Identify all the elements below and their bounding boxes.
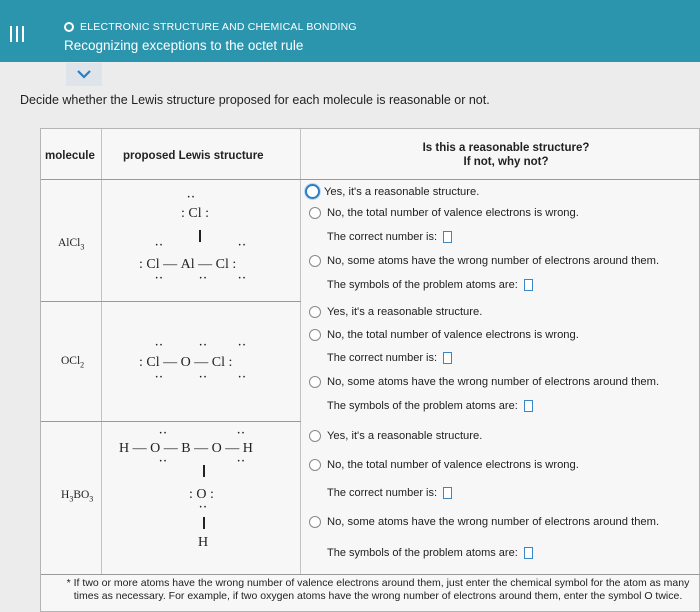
atom-o-bottom: O bbox=[196, 487, 207, 502]
option-atoms-wrong[interactable]: No, some atoms have the wrong number of electrons around them. bbox=[309, 516, 659, 528]
atom-al: Al bbox=[180, 257, 195, 272]
lewis-structure-alcl3: ·· : Cl : ·· ·· : Cl — Al — Cl : ·· ·· ·· bbox=[139, 192, 247, 284]
option-valence-wrong[interactable]: No, the total number of valence electrons is wrong. bbox=[309, 207, 579, 219]
correct-number-label: The correct number is: bbox=[327, 231, 452, 243]
correct-number-input[interactable] bbox=[443, 352, 452, 364]
atom-cl-left: Cl bbox=[146, 355, 160, 370]
instruction-text: Decide whether the Lewis structure proposed for each molecule is reasonable or not. bbox=[20, 93, 490, 107]
radio-button[interactable] bbox=[309, 207, 321, 219]
option-valence-wrong[interactable]: No, the total number of valence electrons is wrong. bbox=[309, 329, 579, 341]
topic-row bbox=[64, 20, 357, 34]
col-header-question-2: If not, why not? bbox=[463, 156, 549, 168]
col-header-molecule: molecule bbox=[45, 150, 95, 162]
row-divider bbox=[41, 179, 700, 180]
radio-button[interactable] bbox=[309, 306, 321, 318]
atom-cl-right: Cl bbox=[211, 355, 225, 370]
option-atoms-wrong[interactable]: No, some atoms have the wrong number of electrons around them. bbox=[309, 376, 659, 388]
option-atoms-wrong[interactable]: No, some atoms have the wrong number of electrons around them. bbox=[309, 255, 659, 267]
problem-atoms-input[interactable] bbox=[524, 279, 533, 291]
problem-atoms-label: The symbols of the problem atoms are: bbox=[327, 547, 533, 559]
correct-number-label: The correct number is: bbox=[327, 487, 452, 499]
correct-number-label: The correct number is: bbox=[327, 352, 452, 364]
atom-h-left: H bbox=[119, 441, 130, 456]
atom-cl-left: Cl bbox=[146, 257, 160, 272]
radio-button[interactable] bbox=[309, 376, 321, 388]
option-yes-reasonable[interactable]: Yes, it's a reasonable structure. bbox=[309, 430, 482, 442]
problem-atoms-label: The symbols of the problem atoms are: bbox=[327, 400, 533, 412]
question-table bbox=[40, 128, 700, 612]
footnote: * If two or more atoms have the wrong number of valence electrons around them, just enter the chemical symbol for the atom as many times as necessary. For example, if two oxygen atoms have the wrong number of electrons around them, enter the symbol O twice. bbox=[66, 577, 690, 602]
top-bar bbox=[0, 0, 700, 62]
page-title: Recognizing exceptions to the octet rule bbox=[64, 38, 304, 53]
expand-toggle[interactable] bbox=[66, 63, 102, 86]
row-divider bbox=[41, 421, 301, 422]
topic-circle-icon bbox=[64, 22, 74, 32]
lewis-structure-h3bo3: ·· ·· H — O — B — O — H ·· ·· : O : ·· H bbox=[119, 428, 253, 550]
col-header-lewis: proposed Lewis structure bbox=[123, 150, 264, 162]
atom-h-bottom: H bbox=[198, 535, 209, 550]
option-yes-reasonable[interactable]: Yes, it's a reasonable structure. bbox=[309, 306, 482, 318]
row-divider bbox=[41, 301, 301, 302]
atom-o: O bbox=[180, 355, 191, 370]
topic-label: ELECTRONIC STRUCTURE AND CHEMICAL BONDING bbox=[80, 21, 357, 33]
molecule-name: AlCl$_3$ bbox=[58, 237, 85, 252]
atom-cl-top: Cl bbox=[188, 206, 202, 221]
radio-button[interactable] bbox=[305, 184, 320, 199]
row-divider bbox=[41, 574, 700, 575]
atom-cl-right: Cl bbox=[215, 257, 229, 272]
problem-atoms-input[interactable] bbox=[524, 547, 533, 559]
menu-icon[interactable] bbox=[9, 26, 25, 42]
radio-button[interactable] bbox=[309, 516, 321, 528]
problem-atoms-label: The symbols of the problem atoms are: bbox=[327, 279, 533, 291]
molecule-name: OCl$_2$ bbox=[61, 355, 85, 370]
option-valence-wrong[interactable]: No, the total number of valence electrons is wrong. bbox=[309, 459, 579, 471]
option-yes-reasonable[interactable]: Yes, it's a reasonable structure. bbox=[307, 184, 479, 199]
chevron-down-icon bbox=[76, 68, 92, 80]
atom-b: B bbox=[181, 441, 191, 456]
problem-atoms-input[interactable] bbox=[524, 400, 533, 412]
atom-h-right: H bbox=[242, 441, 253, 456]
atom-o-left: O bbox=[150, 441, 161, 456]
radio-button[interactable] bbox=[309, 459, 321, 471]
molecule-name: $H_3BO_3$ bbox=[61, 489, 94, 504]
radio-button[interactable] bbox=[309, 430, 321, 442]
lewis-structure-ocl2: ·· ·· ·· : Cl — O — Cl : ·· ·· ·· bbox=[139, 340, 247, 383]
col-header-question-1: Is this a reasonable structure? bbox=[422, 142, 590, 154]
atom-o-right: O bbox=[211, 441, 222, 456]
correct-number-input[interactable] bbox=[443, 231, 452, 243]
correct-number-input[interactable] bbox=[443, 487, 452, 499]
col-divider bbox=[101, 129, 102, 574]
radio-button[interactable] bbox=[309, 255, 321, 267]
radio-button[interactable] bbox=[309, 329, 321, 341]
